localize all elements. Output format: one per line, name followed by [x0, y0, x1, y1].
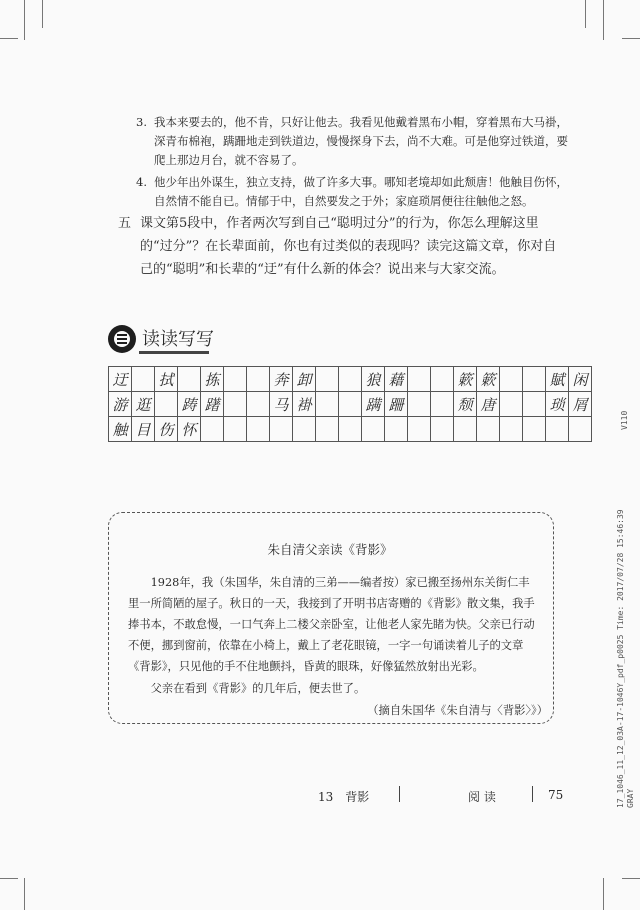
question-text: 课文第5段中，作者两次写到自己“聪明过分”的行为，你怎么理解这里的“过分”？在长辈面前，你也有过类似的表现吗？读完这篇文章，你对自己的“聪明”和长辈的“迂”有什么新的体会？说出来与大家交流。: [140, 216, 557, 277]
vocab-cell: [224, 367, 247, 392]
vocab-cell: [270, 417, 293, 442]
footer-section: 阅 读: [468, 790, 496, 804]
vocab-cell: 怀: [178, 417, 201, 442]
vocab-cell: 奔: [270, 367, 293, 392]
vocab-cell: 闲: [569, 367, 592, 392]
vocab-cell: [293, 417, 316, 442]
crop-mark-top-left: [0, 38, 18, 39]
vocab-cell: [454, 417, 477, 442]
vocab-cell: 马: [270, 392, 293, 417]
print-mark: V110: [620, 410, 629, 430]
question-5: [118, 212, 568, 282]
vocab-cell: 踌: [178, 392, 201, 417]
box-paragraph: 1928年，我（朱国华，朱自清的三弟——编者按）家已搬至扬州东关街仁丰里一所简陋的屋子。秋日的一天，我接到了开明书店寄赠的《背影》散文集，我手捧书本，不敢怠慢，一口气奔上二楼父亲卧室，让他老人家先睹为快。父亲已行动不便，挪到窗前，依靠在小椅上，戴上了老花眼镜，一字一句诵读着儿子的文章《背影》，只见他的手不住地颤抖，昏黄的眼珠，好像猛然放射出光彩。: [128, 576, 535, 673]
vocab-cell: [500, 392, 523, 417]
vocab-cell: [408, 392, 431, 417]
vocab-cell: 迂: [109, 367, 132, 392]
box-paragraph: 父亲在看到《背影》的几年后，便去世了。: [150, 682, 366, 695]
vocab-cell: [477, 417, 500, 442]
vocab-cell: [316, 417, 339, 442]
vocab-cell: 拣: [201, 367, 224, 392]
question-number: 五: [118, 216, 132, 231]
print-info: 17_1046_11_12_03A-17-1046Y_pdf_p0025 Time: 2017/07/28 15:46:39: [616, 509, 625, 808]
vocab-cell: [431, 417, 454, 442]
vocab-cell: 触: [109, 417, 132, 442]
vocab-cell: [362, 417, 385, 442]
vocab-cell: [247, 367, 270, 392]
vocab-cell: 跚: [385, 392, 408, 417]
question-text: 我本来要去的，他不肯，只好让他去。我看见他戴着黑布小帽，穿着黑布大马褂，深青布棉袍，蹒跚地走到铁道边，慢慢探身下去，尚不大难。可是他穿过铁道，要爬上那边月台，就不容易了。: [154, 115, 568, 167]
vocab-cell: [523, 417, 546, 442]
vocab-cell: 藉: [385, 367, 408, 392]
page-number: 75: [548, 788, 564, 802]
vocab-grid: [108, 366, 592, 442]
crop-mark-top-right: [585, 0, 586, 28]
vocab-cell: [247, 392, 270, 417]
vocab-cell: [500, 417, 523, 442]
footer-lesson: 13 背影: [318, 790, 370, 804]
vocab-cell: [431, 367, 454, 392]
vocab-cell: [132, 367, 155, 392]
vocab-cell: [500, 367, 523, 392]
crop-mark-top-left: [24, 0, 25, 40]
vocab-cell: 卸: [293, 367, 316, 392]
vocab-cell: [385, 417, 408, 442]
vocab-cell: 簌: [477, 367, 500, 392]
vocab-cell: 拭: [155, 367, 178, 392]
vocab-cell: [408, 367, 431, 392]
vocab-cell: 游: [109, 392, 132, 417]
vocab-cell: 伤: [155, 417, 178, 442]
box-title: 朱自清父亲读《背影》: [267, 542, 393, 557]
crop-mark-bottom-right: [622, 878, 640, 879]
crop-mark-top-right: [622, 38, 640, 39]
crop-mark-bottom-left: [24, 878, 25, 910]
vocab-cell: [201, 417, 224, 442]
vocab-cell: 颓: [454, 392, 477, 417]
vocab-cell: [339, 417, 362, 442]
vocab-cell: 唐: [477, 392, 500, 417]
vocab-cell: [316, 367, 339, 392]
vocab-cell: [569, 417, 592, 442]
vocab-cell: 屑: [569, 392, 592, 417]
vocab-cell: 簌: [454, 367, 477, 392]
crop-mark-bottom-right: [603, 878, 604, 910]
vocab-cell: 賦: [546, 367, 569, 392]
footer-divider: [532, 786, 533, 802]
question-text: 他少年出外谋生，独立支持，做了许多大事。哪知老境却如此颓唐！他触目伤怀，自然情不能自已。情郁于中，自然要发之于外；家庭琐屑便往往触他之怒。: [154, 175, 568, 208]
section-number-icon: [108, 325, 136, 353]
vocab-cell: [523, 392, 546, 417]
vocab-row: [109, 417, 592, 442]
section-title: 读读写写: [142, 329, 214, 350]
crop-mark-bottom-left: [0, 878, 18, 879]
vocab-cell: [316, 392, 339, 417]
vocab-row: [109, 367, 592, 392]
vocab-cell: 琐: [546, 392, 569, 417]
vocab-cell: [523, 367, 546, 392]
question-number: 4.: [136, 175, 147, 189]
vocab-cell: [339, 392, 362, 417]
vocab-cell: [178, 367, 201, 392]
vocab-cell: [431, 392, 454, 417]
vocab-row: [109, 392, 592, 417]
question-number: 3.: [136, 115, 147, 129]
box-source: （摘自朱国华《朱自清与〈背影〉》）: [367, 704, 548, 717]
vocab-cell: 褂: [293, 392, 316, 417]
vocab-cell: 目: [132, 417, 155, 442]
vocab-cell: [339, 367, 362, 392]
vocab-cell: [224, 417, 247, 442]
crop-mark-top-left: [42, 0, 43, 28]
print-info-gray: GRAY: [626, 788, 635, 808]
vocab-cell: [224, 392, 247, 417]
vocab-cell: 逛: [132, 392, 155, 417]
question-4: [118, 173, 568, 211]
section-underline: [139, 351, 209, 354]
vocab-cell: 蹒: [362, 392, 385, 417]
footer-divider: [399, 786, 400, 802]
vocab-cell: [247, 417, 270, 442]
vocab-cell: [546, 417, 569, 442]
vocab-cell: [155, 392, 178, 417]
question-3: [118, 113, 568, 170]
vocab-cell: 躇: [201, 392, 224, 417]
crop-mark-top-right: [603, 0, 604, 40]
vocab-cell: 狼: [362, 367, 385, 392]
vocab-cell: [408, 417, 431, 442]
